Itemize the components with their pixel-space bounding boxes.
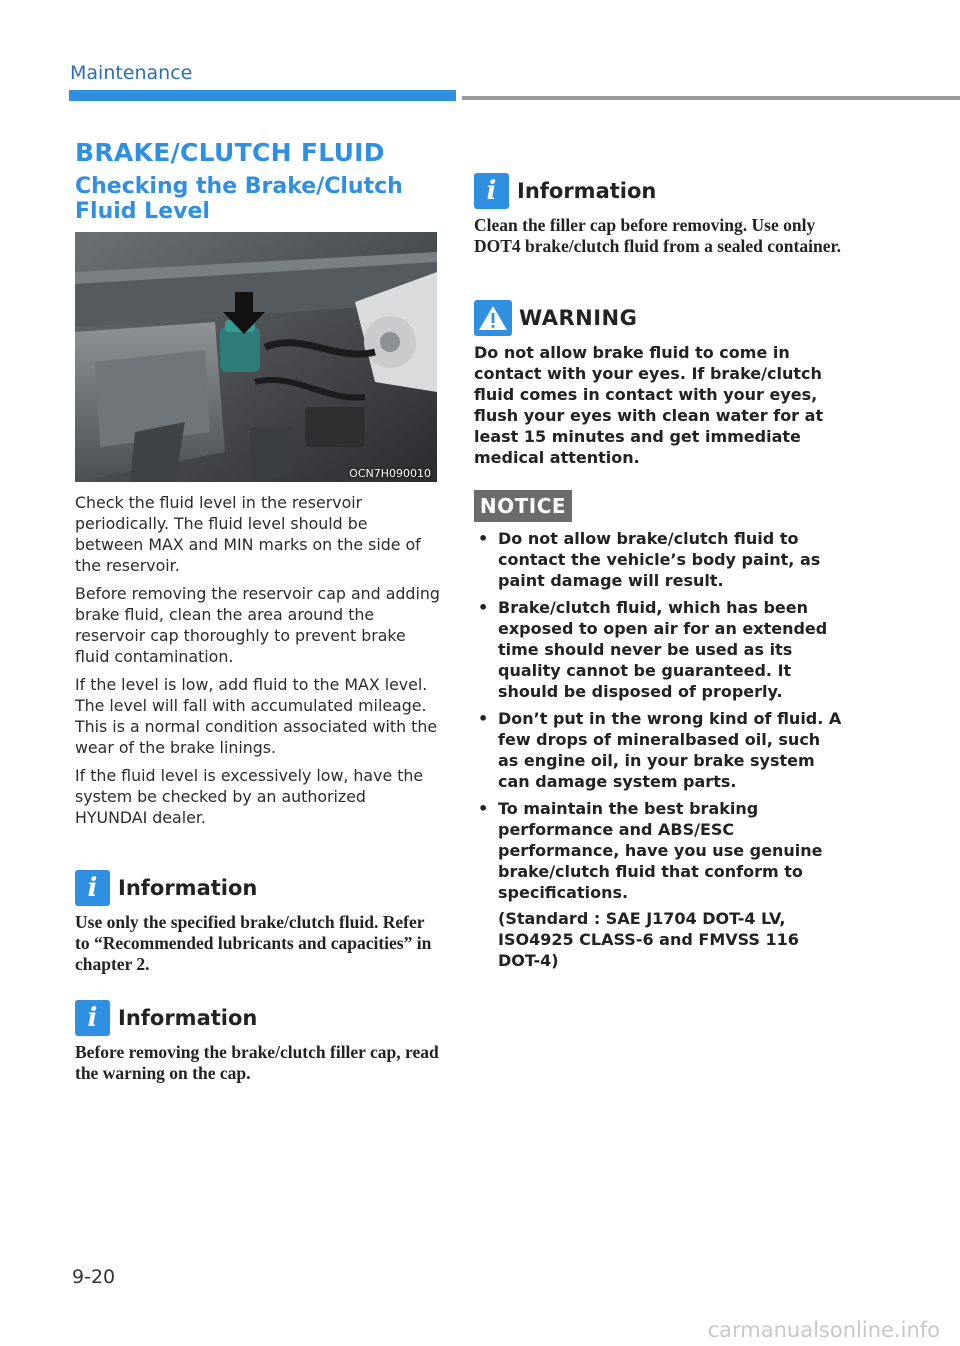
section-title: BRAKE/CLUTCH FLUID [75, 138, 385, 167]
header-gray-rule [462, 96, 960, 100]
information-box-2 [75, 1000, 440, 1084]
information-label: Information [118, 1006, 258, 1030]
header-section-title: Maintenance [70, 62, 193, 84]
information-icon: i [75, 1000, 110, 1036]
paragraph: Check the fluid level in the reservoir periodically. The fluid level should be between MAX and MIN marks on the side of the reservoir. [75, 493, 421, 575]
information-text: Use only the specified brake/clutch fluid. Refer to “Recommended lubricants and capacities” in chapter 2. [75, 912, 432, 974]
information-box-1 [75, 870, 440, 975]
information-label: Information [118, 876, 258, 900]
information-label: Information [517, 179, 657, 203]
warning-icon [474, 300, 512, 336]
notice-item: • Do not allow brake/clutch fluid to contact the vehicle’s body paint, as paint damage will result. [474, 528, 844, 591]
information-icon: i [75, 870, 110, 906]
watermark: carmanualsonline.info [707, 1318, 940, 1342]
header-blue-rule [69, 90, 456, 101]
warning-box [474, 300, 844, 468]
engine-bay-illustration [75, 232, 437, 482]
figure-code: OCN7H090010 [349, 467, 431, 480]
information-box-3 [474, 173, 844, 257]
subsection-title: Checking the Brake/Clutch Fluid Level [75, 174, 403, 224]
notice-standard-note: (Standard : SAE J1704 DOT-4 LV, ISO4925 CLASS-6 and FMVSS 116 DOT-4) [498, 909, 799, 970]
information-icon: i [474, 173, 509, 209]
paragraph: If the fluid level is excessively low, have the system be checked by an authorized HYUNDAI dealer. [75, 766, 424, 827]
warning-text: Do not allow brake fluid to come in contact with your eyes. If brake/clutch fluid comes in contact with your eyes, flush your eyes with clean water for at least 15 minutes and get immediate medical attention. [474, 343, 824, 467]
information-text: Clean the filler cap before removing. Use only DOT4 brake/clutch fluid from a sealed container. [474, 215, 842, 256]
paragraph: Before removing the reservoir cap and adding brake fluid, clean the area around the reservoir cap thoroughly to prevent brake fluid contamination. [75, 584, 440, 666]
warning-label: WARNING [519, 306, 638, 330]
page-number: 9-20 [72, 1266, 116, 1288]
notice-item: • To maintain the best braking performance and ABS/ESC performance, have you use genuine brake/clutch fluid that conform to specifications. [474, 798, 844, 903]
notice-item: • Brake/clutch fluid, which has been exposed to open air for an extended time should never be used as its quality cannot be guaranteed. It should be disposed of properly. [474, 597, 844, 702]
paragraph: If the level is low, add fluid to the MAX level. The level will fall with accumulated mileage. This is a normal condition associated with the wear of the brake linings. [75, 675, 438, 757]
notice-badge: NOTICE [474, 490, 572, 522]
notice-item: • Don’t put in the wrong kind of fluid. A few drops of mineralbased oil, such as engine oil, in your brake system can damage system parts. [474, 708, 844, 792]
left-body-text [75, 492, 440, 835]
engine-bay-photo [75, 232, 437, 482]
notice-list [474, 528, 844, 909]
information-text: Before removing the brake/clutch filler cap, read the warning on the cap. [75, 1042, 439, 1083]
